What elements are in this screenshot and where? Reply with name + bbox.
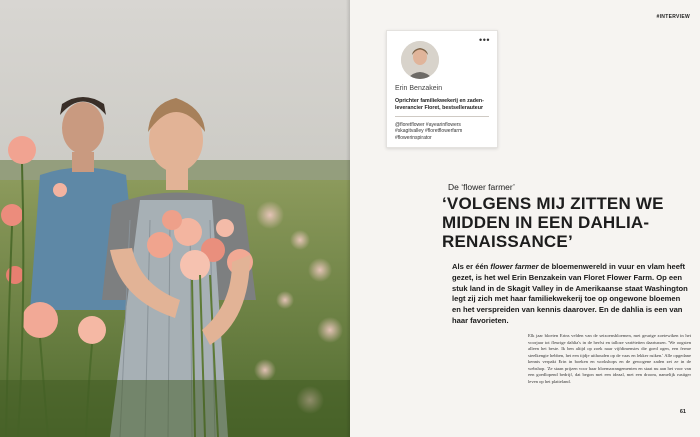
- article-kicker: De ‘flower farmer’: [448, 182, 515, 192]
- page-number: 61: [679, 409, 686, 415]
- profile-bio: Oprichter familiekwekerij en zaden-leverancier Floret, bestsellerauteur: [395, 98, 489, 117]
- article-headline: ‘VOLGENS MIJ ZITTEN WE MIDDEN IN EEN DAHLIA-RENAISSANCE’: [442, 194, 664, 251]
- avatar-portrait: [401, 41, 439, 79]
- article-lead: [452, 262, 690, 327]
- profile-card: [386, 30, 498, 148]
- lead-text-start: Als er één: [452, 262, 491, 271]
- more-options-icon[interactable]: •••: [479, 35, 490, 45]
- profile-hashtags: @floretflower #ayearinflowers #skagitvalley #floretflowerfarm #flowerinspirator: [395, 122, 463, 141]
- profile-name: Erin Benzakein: [395, 85, 443, 92]
- article-body: Elk jaar bloeien Erins velden van de seizoensbloemen, met geurige zoetewiken in het voorjaar tot fleurige dahlia's in de herfst en talloze variëteiten daartussen. 'We oogsten alleen het beste. Ik ben altijd op zoek naar vijfdimensies die goed ogen, een ferme steelkengte hebben, het een tijdje uithouden op de vaas en lekker ruiken.' Alle opgedane kennis verpakt Erin in boeken en workshops en de gewogene zaden zet ze in de webshop. 'Ze staan prijzen voor haar bloemarrangementen en staat nu aan het voor van een goedlopend bedrijf, dat begon met een ideaal, met een droom, namelijk rustiger leven op het platteland.: [528, 333, 691, 384]
- avatar: [401, 41, 439, 79]
- lead-text-end: de bloemenwereld in vuur en vlam heeft gezet, is het wel Erin Benzakein van Floret Flower Farm. Op een stuk land in de Skagit Valley in de Amerikaanse staat Washington legt zij zich met haar familiekwekerij toe op ongewone bloemen en het verspreiden van kennis daarover. En de dahlia is een van haar favorieten.: [452, 262, 688, 325]
- lead-emphasis: flower farmer: [490, 262, 539, 271]
- section-tag: #INTERVIEW: [656, 14, 690, 20]
- article-page: [350, 0, 700, 437]
